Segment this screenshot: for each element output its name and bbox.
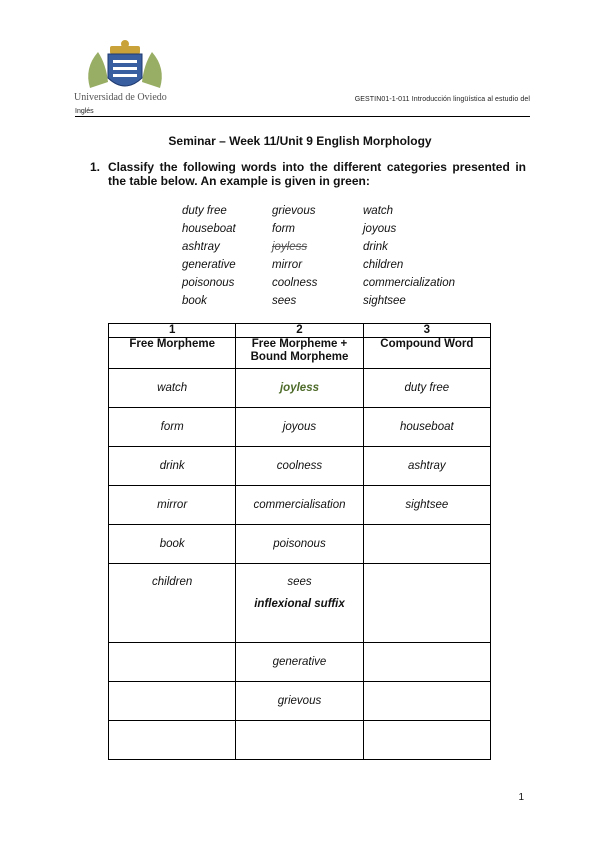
- word-item: children: [363, 259, 404, 271]
- table-cell: [363, 564, 490, 643]
- table-row: [109, 564, 491, 643]
- table-cell: [363, 721, 490, 760]
- table-row: [109, 721, 491, 760]
- inflexional-suffix-note: inflexional suffix: [254, 598, 345, 610]
- table-cell: [109, 721, 236, 760]
- word-item: houseboat: [182, 223, 236, 235]
- table-cell: children: [109, 564, 236, 643]
- word-item-struck: joyless: [272, 241, 308, 253]
- column-number: 3: [363, 324, 490, 338]
- table-cell-sees: [236, 564, 363, 643]
- table-row: [109, 369, 491, 408]
- table-cell: [363, 525, 490, 564]
- table-cell: coolness: [236, 447, 363, 486]
- table-cell: grievous: [236, 682, 363, 721]
- column-header: Free Morpheme + Bound Morpheme: [236, 338, 363, 369]
- question-number: 1.: [90, 160, 101, 174]
- table-row: [109, 408, 491, 447]
- word-item: book: [182, 295, 207, 307]
- page-title: Seminar – Week 11/Unit 9 English Morphology: [168, 134, 432, 148]
- table-cell: [236, 721, 363, 760]
- word-item: sightsee: [363, 295, 406, 307]
- question-text: Classify the following words into the different categories presented in the table below. An example is given in green:: [108, 160, 526, 188]
- column-number: 2: [236, 324, 363, 338]
- table-cell: [109, 643, 236, 682]
- table-cell: sightsee: [363, 486, 490, 525]
- word-item: poisonous: [182, 277, 235, 289]
- word-column-1: [182, 202, 236, 310]
- word-item: form: [272, 223, 295, 235]
- word-item: ashtray: [182, 241, 220, 253]
- header-divider: [75, 116, 530, 117]
- header-course-code: GESTIN01-1-011 Introducción lingüística al estudio del: [354, 96, 530, 103]
- table-cell: poisonous: [236, 525, 363, 564]
- word-item: generative: [182, 259, 236, 271]
- table-cell: joyous: [236, 408, 363, 447]
- page-number: 1: [518, 792, 524, 803]
- word-column-2: [272, 202, 317, 310]
- header-language-label: Inglés: [75, 108, 94, 115]
- word-item: sees: [272, 295, 297, 307]
- column-number: 1: [109, 324, 236, 338]
- word-item: coolness: [272, 277, 318, 289]
- table-cell: houseboat: [363, 408, 490, 447]
- table-cell: generative: [236, 643, 363, 682]
- table-cell: form: [109, 408, 236, 447]
- column-header: Compound Word: [363, 338, 490, 369]
- table-cell: watch: [109, 369, 236, 408]
- table-cell: [363, 643, 490, 682]
- word-item: grievous: [272, 205, 316, 217]
- word-column-3: [363, 202, 455, 310]
- word-item: duty free: [182, 205, 227, 217]
- table-cell-text: sees: [287, 576, 312, 588]
- table-row: [109, 447, 491, 486]
- word-item: commercialization: [363, 277, 456, 289]
- word-item: mirror: [272, 259, 303, 271]
- classification-table: [108, 323, 491, 760]
- example-cell: joyless: [236, 369, 363, 408]
- word-item: drink: [363, 241, 388, 253]
- column-header: Free Morpheme: [109, 338, 236, 369]
- table-cell: book: [109, 525, 236, 564]
- logo-caption: Universidad de Oviedo: [74, 92, 167, 103]
- table-row: [109, 682, 491, 721]
- table-cell: ashtray: [363, 447, 490, 486]
- table-row: [109, 486, 491, 525]
- word-item: joyous: [363, 223, 397, 235]
- table-cell: [109, 682, 236, 721]
- table-cell: mirror: [109, 486, 236, 525]
- table-row: [109, 643, 491, 682]
- table-row: [109, 525, 491, 564]
- table-cell: drink: [109, 447, 236, 486]
- table-cell: commercialisation: [236, 486, 363, 525]
- table-cell: [363, 682, 490, 721]
- word-item: watch: [363, 205, 394, 217]
- table-cell: duty free: [363, 369, 490, 408]
